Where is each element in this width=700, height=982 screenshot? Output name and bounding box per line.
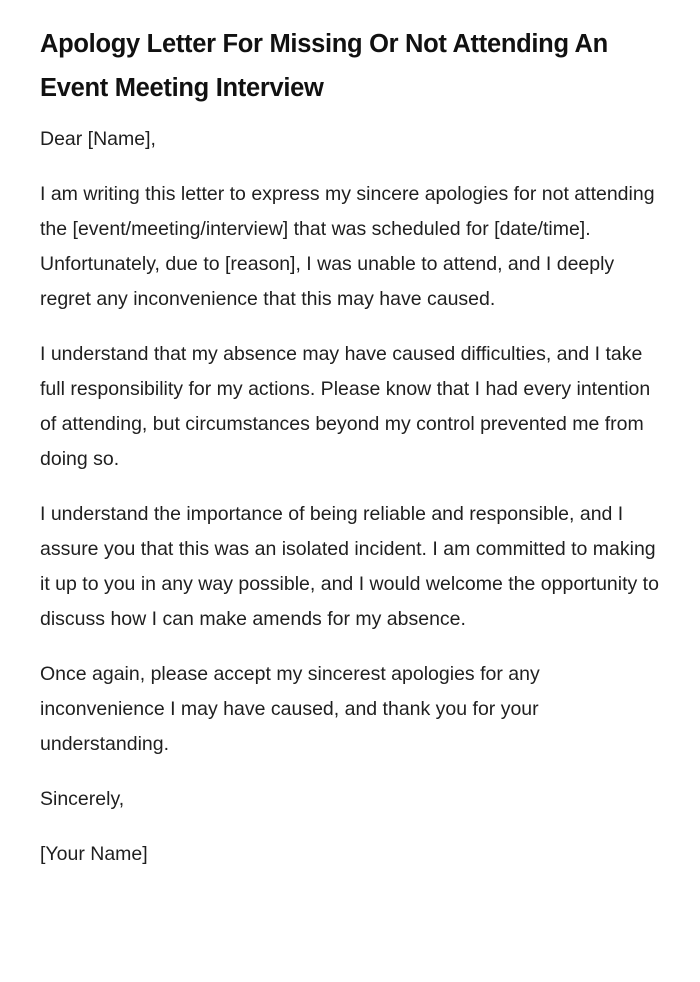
letter-paragraph-3: I understand the importance of being reliable and responsible, and I assure you that this was an isolated incident. I am committed to making it up to you in any way possible, and I would welcome the opportunity to discuss how I can make amends for my absence. xyxy=(40,503,659,630)
letter-paragraph-4: Once again, please accept my sincerest apologies for any inconvenience I may have caused, and thank you for your understanding. xyxy=(40,663,540,755)
letter-salutation: Dear [Name], xyxy=(40,128,156,150)
letter-signature: [Your Name] xyxy=(40,843,148,865)
letter-paragraph-1: I am writing this letter to express my sincere apologies for not attending the [event/meeting/interview] that was scheduled for [date/time]. Unfortunately, due to [reason], I was unable to attend, and I deeply regret any inconvenience that this may have caused. xyxy=(40,183,655,310)
letter-title: Apology Letter For Missing Or Not Attending An Event Meeting Interview xyxy=(40,30,608,102)
letter-closing: Sincerely, xyxy=(40,788,125,810)
letter-paragraph-2: I understand that my absence may have caused difficulties, and I take full responsibility for my actions. Please know that I had every intention of attending, but circumstances beyond my control prevented me from doing so. xyxy=(40,343,651,470)
